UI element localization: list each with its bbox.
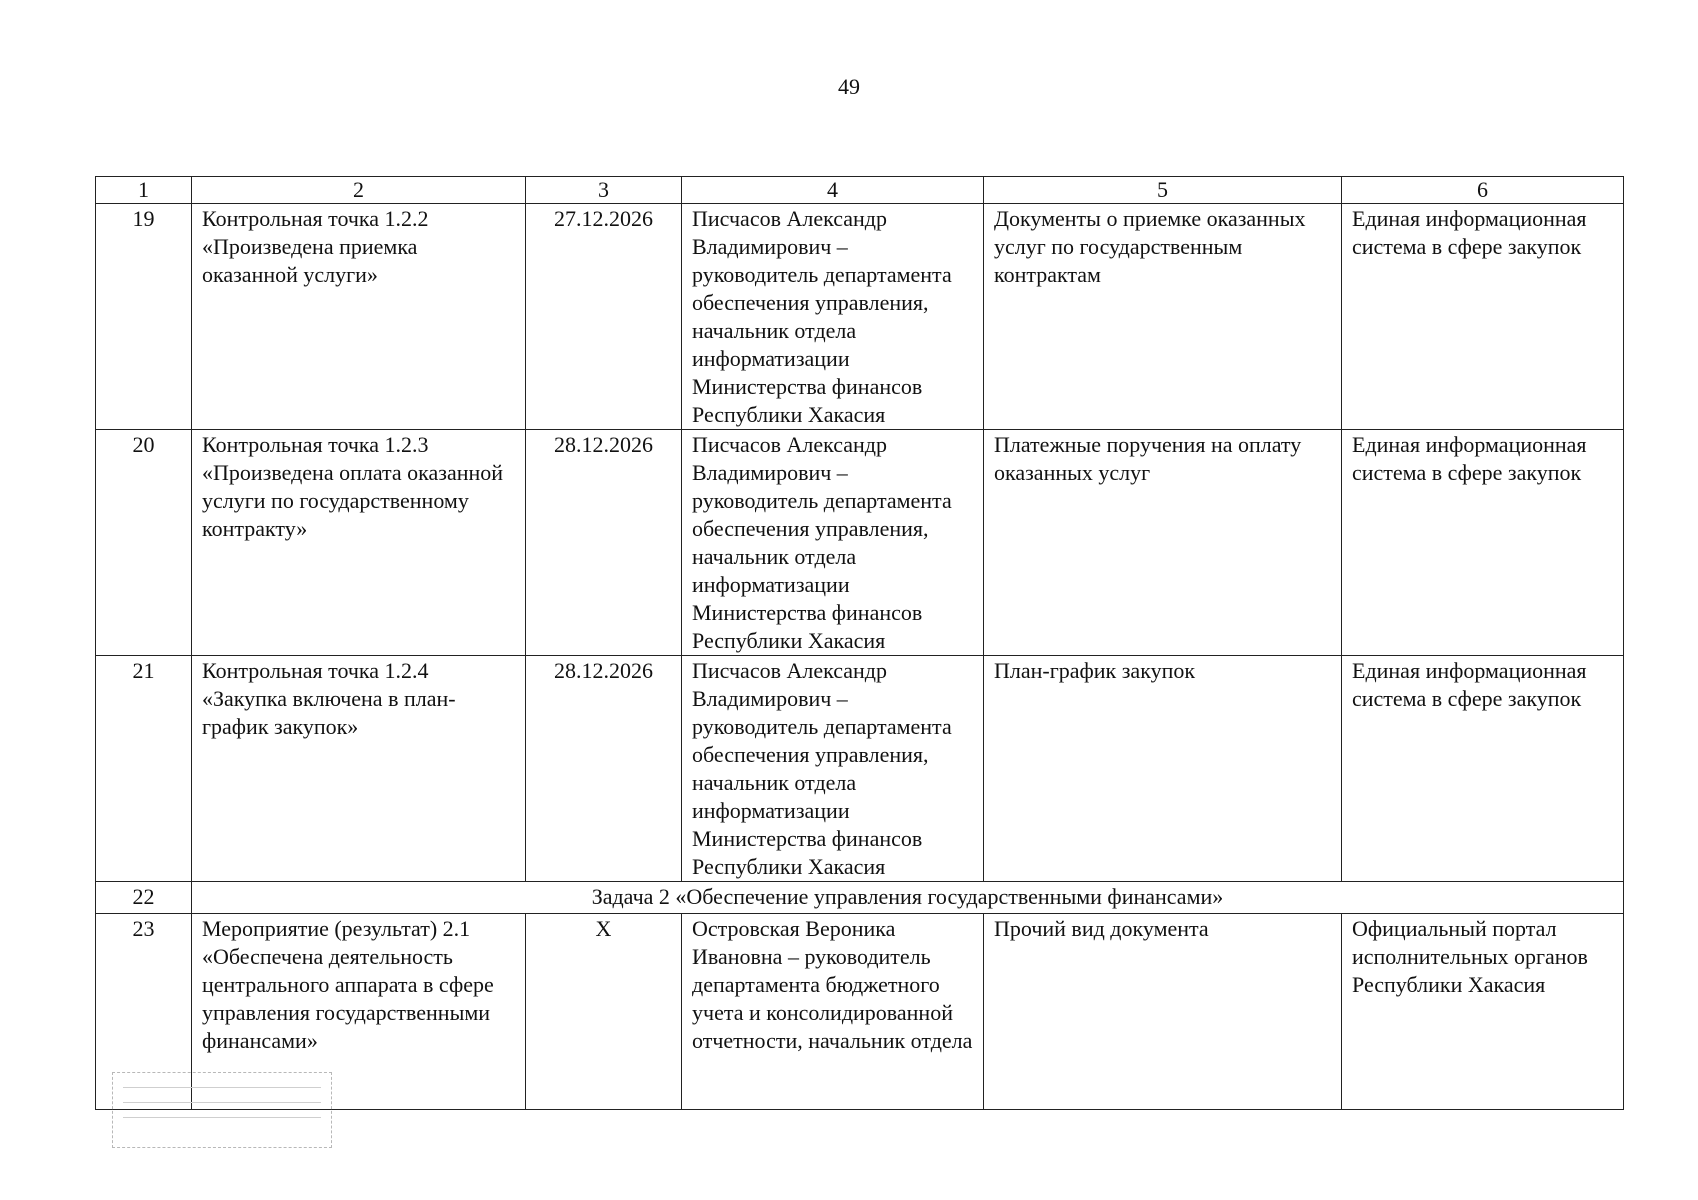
column-header: 3	[526, 177, 682, 204]
row-number: 19	[96, 204, 192, 430]
due-date: 28.12.2026	[526, 656, 682, 882]
information-system: Единая информационная система в сфере закупок	[1342, 656, 1624, 882]
confirming-document: Платежные поручения на оплату оказанных услуг	[984, 430, 1342, 656]
row-number: 22	[96, 882, 192, 914]
column-header: 2	[192, 177, 526, 204]
milestone-name: Контрольная точка 1.2.3 «Произведена оплата оказанной услуги по государственному контракту»	[192, 430, 526, 656]
row-number: 23	[96, 914, 192, 1110]
column-header: 4	[682, 177, 984, 204]
responsible-person: Писчасов Александр Владимирович – руководитель департамента обеспечения управления, начальник отдела информатизации Министерства финансов Республики Хакасия	[682, 430, 984, 656]
confirming-document: Прочий вид документа	[984, 914, 1342, 1110]
responsible-person: Писчасов Александр Владимирович – руководитель департамента обеспечения управления, начальник отдела информатизации Министерства финансов Республики Хакасия	[682, 204, 984, 430]
due-date: 27.12.2026	[526, 204, 682, 430]
table-header-row	[96, 177, 1624, 204]
task-title: Задача 2 «Обеспечение управления государственными финансами»	[192, 882, 1624, 914]
table-row	[96, 204, 1624, 430]
task-row	[96, 882, 1624, 914]
row-number: 20	[96, 430, 192, 656]
page-number: 49	[838, 74, 860, 99]
responsible-person: Писчасов Александр Владимирович – руководитель департамента обеспечения управления, начальник отдела информатизации Министерства финансов Республики Хакасия	[682, 656, 984, 882]
column-header: 6	[1342, 177, 1624, 204]
responsible-person: Островская Вероника Ивановна – руководитель департамента бюджетного учета и консолидированной отчетности, начальник отдела	[682, 914, 984, 1110]
plan-table	[95, 176, 1624, 1110]
column-header: 1	[96, 177, 192, 204]
column-header: 5	[984, 177, 1342, 204]
information-system: Официальный портал исполнительных органов Республики Хакасия	[1342, 914, 1624, 1110]
confirming-document: Документы о приемке оказанных услуг по государственным контрактам	[984, 204, 1342, 430]
due-date: X	[526, 914, 682, 1110]
table-row	[96, 430, 1624, 656]
table-row	[96, 656, 1624, 882]
information-system: Единая информационная система в сфере закупок	[1342, 204, 1624, 430]
milestone-name: Контрольная точка 1.2.2 «Произведена приемка оказанной услуги»	[192, 204, 526, 430]
information-system: Единая информационная система в сфере закупок	[1342, 430, 1624, 656]
confirming-document: План-график закупок	[984, 656, 1342, 882]
faded-stamp	[112, 1072, 332, 1148]
milestone-name: Контрольная точка 1.2.4 «Закупка включена в план-график закупок»	[192, 656, 526, 882]
activity-name: Мероприятие (результат) 2.1 «Обеспечена деятельность центрального аппарата в сфере управления государственными финансами»	[192, 914, 526, 1110]
due-date: 28.12.2026	[526, 430, 682, 656]
row-number: 21	[96, 656, 192, 882]
